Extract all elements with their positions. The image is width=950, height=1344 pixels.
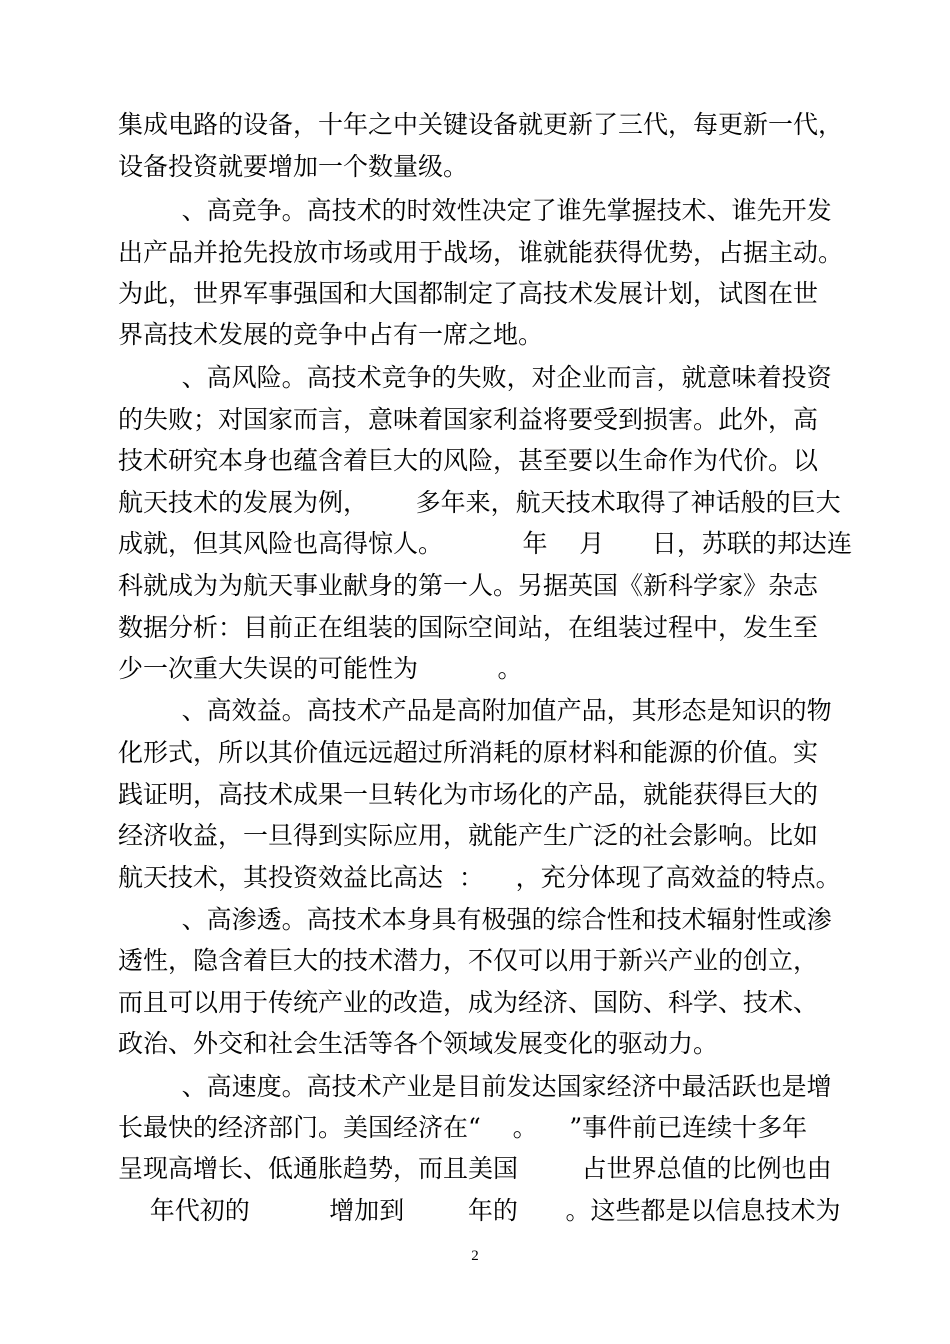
text-line: 年代初的 增加到 年的 。这些都是以信息技术为 (118, 1196, 841, 1225)
text-line: 、高竞争。高技术的时效性决定了谁先掌握技术、谁先开发 (118, 196, 832, 225)
text-line: 为此，世界军事强国和大国都制定了高技术发展计划，试图在世 (118, 279, 819, 308)
text-line: 数据分析：目前正在组装的国际空间站，在组装过程中，发生至 (118, 613, 819, 642)
text-line: 、高效益。高技术产品是高附加值产品，其形态是知识的物 (118, 696, 832, 725)
text-line: 设备投资就要增加一个数量级。 (118, 152, 469, 181)
text-line: 集成电路的设备，十年之中关键设备就更新了三代，每更新一代， (118, 110, 844, 139)
text-line: 政治、外交和社会生活等各个领域发展变化的驱动力。 (118, 1029, 719, 1058)
text-line: 践证明，高技术成果一旦转化为市场化的产品，就能获得巨大的 (118, 780, 819, 809)
text-line: 、高风险。高技术竞争的失败，对企业而言，就意味着投资 (118, 363, 832, 392)
text-line: 而且可以用于传统产业的改造，成为经济、国防、科学、技术、 (118, 988, 819, 1017)
text-line: 航天技术的发展为例， 多年来，航天技术取得了神话般的巨大 (118, 488, 841, 517)
page-number: 2 (471, 1248, 479, 1264)
text-line: 科就成为为航天事业献身的第一人。另据英国《新科学家》杂志 (118, 571, 819, 600)
text-line: 航天技术，其投资效益比高达 ： ，充分体现了高效益的特点。 (118, 863, 841, 892)
text-line: 长最快的经济部门。美国经济在“ 。 ”事件前已连续十多年 (118, 1113, 808, 1142)
text-line: 成就，但其风险也高得惊人。 年 月 日，苏联的邦达连 (118, 529, 852, 558)
text-line: 少一次重大失误的可能性为 。 (118, 654, 523, 683)
text-line: 透性，隐含着巨大的技术潜力，不仅可以用于新兴产业的创立， (118, 946, 819, 975)
text-line: 、高渗透。高技术本身具有极强的综合性和技术辐射性或渗 (118, 905, 832, 934)
text-line: 呈现高增长、低通胀趋势，而且美国 占世界总值的比例也由 (118, 1154, 832, 1183)
text-line: 、高速度。高技术产业是目前发达国家经济中最活跃也是增 (118, 1072, 832, 1101)
text-line: 的失败；对国家而言，意味着国家利益将要受到损害。此外，高 (118, 405, 819, 434)
text-line: 技术研究本身也蕴含着巨大的风险，甚至要以生命作为代价。以 (118, 446, 819, 475)
text-line: 经济收益，一旦得到实际应用，就能产生广泛的社会影响。比如 (118, 821, 819, 850)
text-line: 化形式，所以其价值远远超过所消耗的原材料和能源的价值。实 (118, 738, 819, 767)
text-line: 出产品并抢先投放市场或用于战场，谁就能获得优势，占据主动。 (118, 238, 844, 267)
text-line: 界高技术发展的竞争中占有一席之地。 (118, 320, 544, 349)
